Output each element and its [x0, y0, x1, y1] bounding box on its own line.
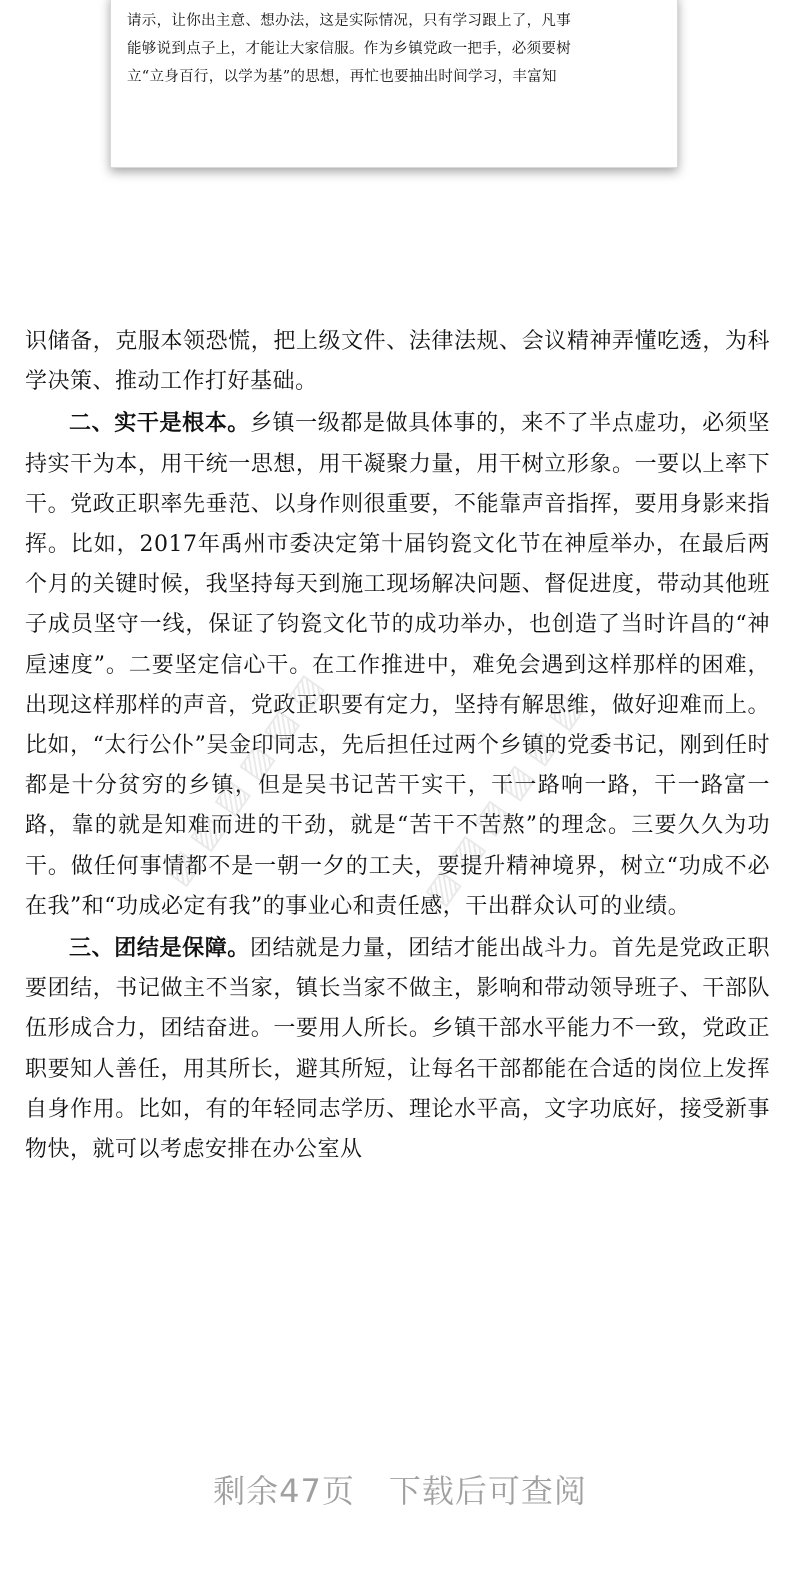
section-3-text: 团结就是力量，团结才能出战斗力。首先是党政正职要团结，书记做主不当家，镇长当家不做主，影响和带动领导班子、干部队伍形成合力，团结奋进。一要用人所长。乡镇干部水平能力不一致，党政正职要知人善任，用其所长，避其所短，让每名干部都能在合适的岗位上发挥自身作用。比如，有的年轻同志学历、理论水平高，文字功底好，接受新事物快，就可以考虑安排在办公室从 [25, 936, 770, 1163]
remaining-pages-prompt[interactable] [0, 1466, 800, 1512]
preview-line: 立“立身百行，以学为基”的思想，再忙也要抽出时间学习，丰富知 [127, 69, 557, 85]
section-2-text: 乡镇一级都是做具体事的，来不了半点虚功，必须坚持实干为本，用干统一思想，用干凝聚力量，用干树立形象。一要以上率下干。党政正职率先垂范、以身作则很重要，不能靠声音指挥，要用身影来指挥。比如，2017年禹州市委决定第十届钧瓷文化节在神垕举办，在最后两个月的关键时候，我坚持每天到施工现场解决问题、督促进度，带动其他班子成员坚守一线，保证了钧瓷文化节的成功举办，也创造了当时许昌的“神垕速度”。二要坚定信心干。在工作推进中，难免会遇到这样那样的困难，出现这样那样的声音，党政正职要有定力，坚持有解思维，做好迎难而上。比如，“太行公仆”吴金印同志，先后担任过两个乡镇的党委书记，刚到任时都是十分贫穷的乡镇，但是吴书记苦干实干，干一路响一路，干一路富一路，靠的就是知难而进的干劲，就是“苦干不苦熬”的理念。三要久久为功干。做任何事情都不是一朝一夕的工夫，要提升精神境界，树立“功成不必在我”和“功成必定有我”的事业心和责任感，干出群众认可的业绩。 [25, 411, 770, 919]
paragraph-section-3 [25, 928, 770, 1170]
preview-line: 请示，让你出主意、想办法，这是实际情况，只有学习跟上了，凡事 [127, 13, 571, 29]
section-3-heading: 三、团结是保障。 [69, 935, 250, 962]
watermark-mark: ▨ ▨ ▨ ▨ ▨ ▨ [416, 687, 591, 913]
preview-card [110, 0, 678, 168]
paragraph-section-2 [25, 403, 770, 927]
document-body [25, 322, 770, 1170]
download-to-view-label: 下载后可查阅 [388, 1472, 587, 1510]
preview-line: 能够说到点子上，才能让大家信服。作为乡镇党政一把手，必须要树 [127, 41, 571, 57]
section-2-heading: 二、实干是根本。 [69, 410, 250, 437]
remaining-pages-count: 剩余47页 [213, 1472, 355, 1510]
watermark-mark: ▨ ▨ ▨ ▨ ▨ ▨ [156, 667, 331, 893]
paragraph-continuation: 识储备，克服本领恐慌，把上级文件、法律法规、会议精神弄懂吃透，为科学决策、推动工作打好基础。 [25, 329, 770, 395]
preview-text [127, 7, 661, 91]
